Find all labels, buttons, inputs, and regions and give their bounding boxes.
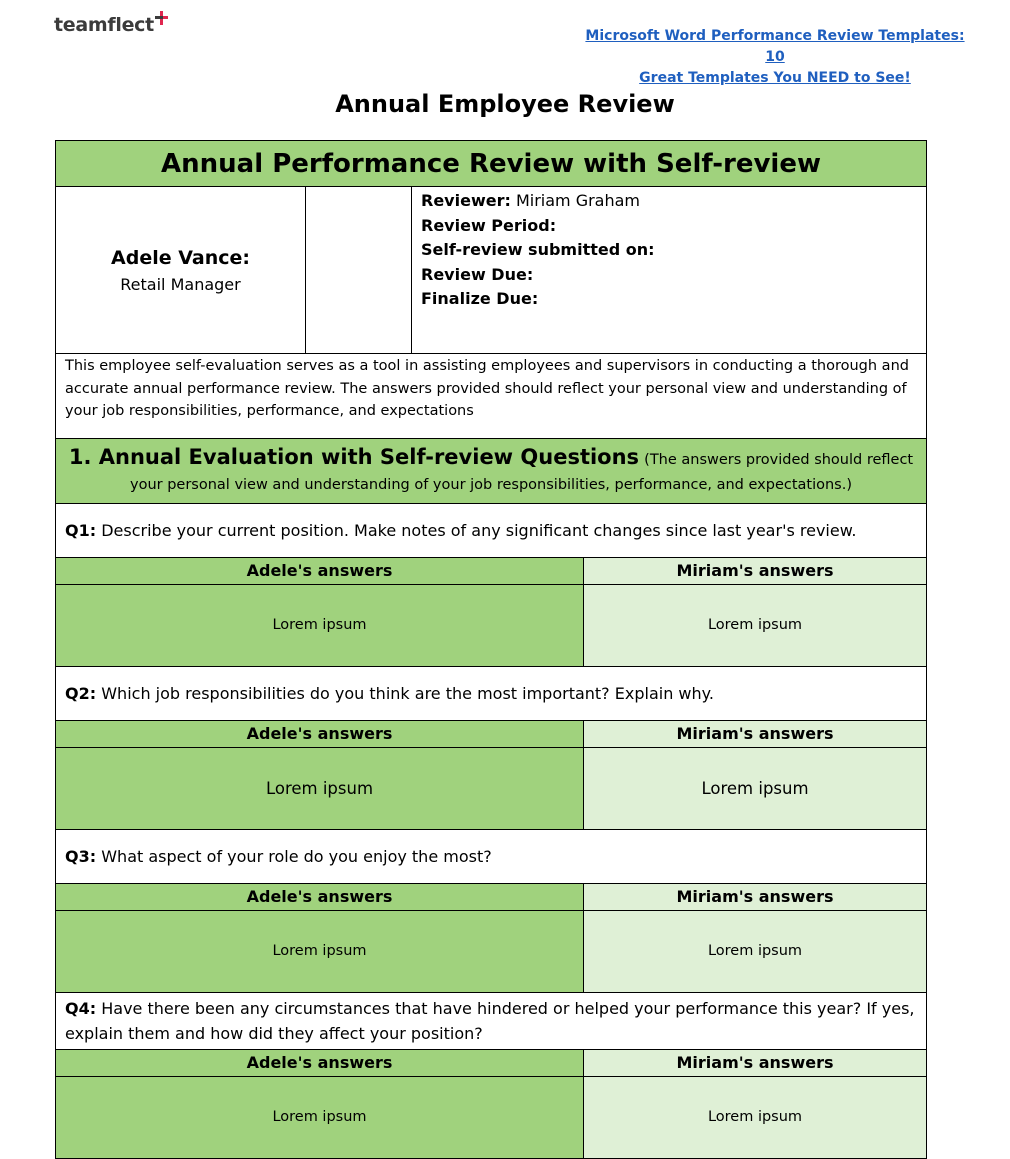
question-text: What aspect of your role do you enjoy the most? [101,846,492,866]
employee-cell [56,187,306,354]
employee-answers-header: Adele's answers [56,1049,584,1076]
section-title: 1. Annual Evaluation with Self-review Questions [68,444,640,469]
question-row: Q3: What aspect of your role do you enjoy the most? [56,829,927,883]
question-row: Q1: Describe your current position. Make notes of any significant changes since last year's review. [56,503,927,557]
teamflect-logo [54,14,154,36]
question-row: Q2: Which job responsibilities do you think are the most important? Explain why. [56,666,927,720]
teamflect-plus-icon [152,9,172,29]
reviewer-answer[interactable]: Lorem ipsum [584,1076,927,1158]
employee-answer[interactable]: Lorem ipsum [56,584,584,666]
employee-answers-header: Adele's answers [56,883,584,910]
form-heading: Annual Performance Review with Self-review [56,141,927,187]
templates-article-link[interactable] [580,26,970,89]
meta-review-period: Review Period: [421,215,557,235]
review-meta-cell [412,187,927,354]
blank-cell [306,187,412,354]
intro-text: This employee self-evaluation serves as a tool in assisting employees and supervisors in conducting a thorough and accurate annual performance review. The answers provided should reflect your personal view and understanding of your job responsibilities, performance, and expectations [56,354,927,439]
reviewer-answers-header: Miriam's answers [584,1049,927,1076]
meta-review-due: Review Due: [421,264,534,284]
employee-answer[interactable]: Lorem ipsum [56,1076,584,1158]
question-text: Have there been any circumstances that have hindered or helped your performance this year? If yes, explain them and how did they affect your position? [65,998,915,1043]
employee-answers-header: Adele's answers [56,720,584,747]
link-line-2[interactable]: Great Templates You NEED to See! [639,70,911,86]
question-text: Which job responsibilities do you think are the most important? Explain why. [101,683,714,703]
question-text: Describe your current position. Make notes of any significant changes since last year's review. [101,520,857,540]
meta-self-review-submitted: Self-review submitted on: [421,240,655,259]
reviewer-answer[interactable]: Lorem ipsum [584,584,927,666]
reviewer-value: Miriam Graham [515,191,641,210]
reviewer-answers-header: Miriam's answers [584,557,927,584]
page-title: Annual Employee Review [335,90,675,118]
logo-text: teamflect [54,14,154,36]
section-heading [56,438,927,503]
employee-answer[interactable]: Lorem ipsum [56,747,584,829]
meta-reviewer: Reviewer: Miriam Graham [421,191,641,210]
employee-answer[interactable]: Lorem ipsum [56,910,584,992]
employee-name: Adele Vance: [111,246,250,269]
employee-role: Retail Manager [120,274,241,294]
reviewer-answers-header: Miriam's answers [584,720,927,747]
section-note: (The answers provided should reflect your personal view and understanding of your job responsibilities, performance, and expectations.) [130,451,914,493]
reviewer-answers-header: Miriam's answers [584,883,927,910]
reviewer-answer[interactable]: Lorem ipsum [584,747,927,829]
review-form-table [55,140,927,1159]
meta-finalize-due: Finalize Due: [421,289,539,308]
question-row: Q4: Have there been any circumstances that have hindered or helped your performance this year? If yes, explain them and how did they affect your position? [56,992,927,1049]
link-line-1[interactable]: Microsoft Word Performance Review Templates: 10 [585,28,965,65]
reviewer-answer[interactable]: Lorem ipsum [584,910,927,992]
employee-answers-header: Adele's answers [56,557,584,584]
